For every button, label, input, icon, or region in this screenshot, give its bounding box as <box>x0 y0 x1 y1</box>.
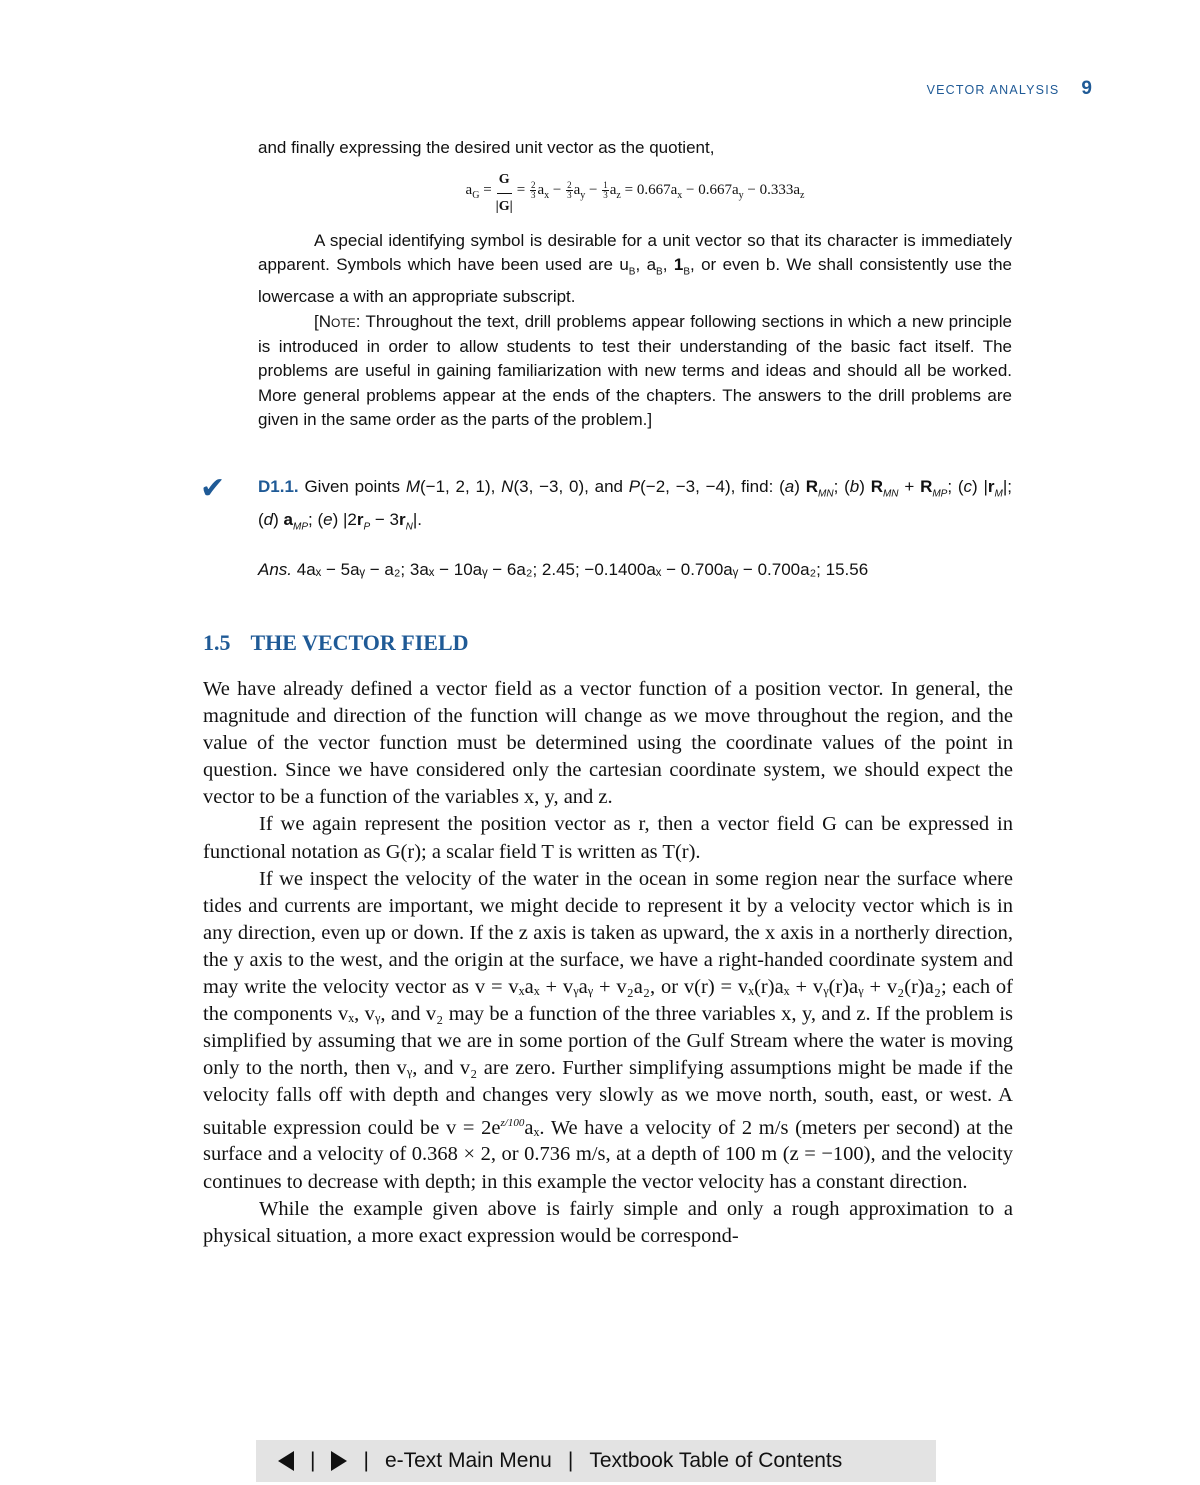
unit-vector-equation: $a_G$ = $\frac{G}{|G|}$ = $\frac{2}{3}$ $a_x$ − $\frac{2}{3}$ $a_y$ − $\frac{1}{3}$ $a_z = 0.667a_x - 0.667a_y - 0.333a_z$ <box>258 168 1012 220</box>
etext-main-menu-link[interactable]: e-Text Main Menu <box>384 1449 552 1472</box>
next-page-icon[interactable] <box>331 1451 347 1471</box>
body-paragraph-4: While the example given above is fairly simple and only a rough approximation to a physical situation, a more exact expression would be correspond- <box>203 1197 1013 1247</box>
navigation-bar <box>256 1440 936 1482</box>
drill-question: D1.1. Given points M(−1, 2, 1), N(3, −3, 0), and P(−2, −3, −4), find: (a) $R_{MN}$; (b) $R_{MN} + R_{MP}$; (c) $|r_M|$; (d) $a_{MP}$; (e) $|2r_P - 3r_N|$. <box>258 477 1013 533</box>
table-of-contents-link[interactable]: Textbook Table of Contents <box>589 1449 843 1472</box>
body-paragraph-3: If we inspect the velocity of the water in the ocean in some region near the surface where tides and currents are important, we might decide to represent it by a velocity vector which is in any direction, even up or down. If the z axis is taken as upward, the x axis in a northerly direction, the y axis to the west, and the origin at the surface, we have a right-handed coordinate system and may write the velocity vector as v = vₓaₓ + vᵧaᵧ + v₂a₂, or v(r) = vₓ(r)aₓ + vᵧ(r)aᵧ + v₂(r)a₂; each of the components vₓ, vᵧ, and v₂ may be a function of the three variables x, y, and z. If the problem is simplified by assuming that we are in some portion of the Gulf Stream where the water is moving only to the north, then vᵧ, and v₂ are zero. Further simplifying assumptions might be made if the velocity falls off with depth and changes very slowly as we move north, south, east, or west. A suitable expression could be $v = 2e^{z/100}a_x$. We have a velocity of 2 m/s (meters per second) at the surface and a velocity of 0.368 × 2, or 0.736 m/s, at a depth of 100 m (z = −100), and the velocity continues to decrease with depth; in this example the vector velocity has a constant direction. <box>203 867 1013 1193</box>
section-heading <box>203 630 469 656</box>
intro-block <box>258 136 1012 433</box>
note-paragraph: [Note: Throughout the text, drill problems appear following sections in which a new principle is introduced in order to allow students to test their understanding of the basic fact itself. The problems are useful in gaining familiarization with new terms and ideas and should all be worked. More general problems appear at the ends of the chapters. The answers to the drill problems are given in the same order as the parts of the problem.] <box>258 311 1012 430</box>
running-head-title: VECTOR ANALYSIS <box>926 83 1060 97</box>
previous-page-icon[interactable] <box>278 1451 294 1471</box>
body-paragraph-1: We have already defined a vector field as a vector function of a position vector. In general, the magnitude and direction of the function will change as we move throughout the region, and the value of the vector function must be determined using the coordinate values of the point in question. Since we have considered only the cartesian coordinate system, we should expect the vector to be a function of the variables x, y, and z. <box>203 678 1013 809</box>
checkmark-icon: ✔ <box>200 472 226 505</box>
body-paragraph-2: If we again represent the position vector as r, then a vector field G can be expressed in functional notation as G(r); a scalar field T is written as T(r). <box>203 813 1013 863</box>
section-number: 1.5 <box>203 630 231 655</box>
section-body <box>203 676 1013 1250</box>
drill-problem <box>200 474 1012 583</box>
unit-vector-symbol-paragraph: A special identifying symbol is desirable for a unit vector so that its character is immediately apparent. Symbols which have been used are $u_B$, $a_B$, $1_B$, or even b. We shall consistently use the lowercase a with an appropriate subscript. <box>258 230 1013 307</box>
nav-separator: | <box>363 1449 369 1472</box>
drill-id: D1.1. <box>258 477 299 496</box>
nav-separator: | <box>310 1449 316 1472</box>
nav-separator: | <box>567 1449 574 1472</box>
page-number: 9 <box>1081 78 1092 99</box>
running-head <box>927 78 1092 100</box>
intro-line: and finally expressing the desired unit vector as the quotient, <box>258 138 715 157</box>
section-title: THE VECTOR FIELD <box>250 630 469 655</box>
drill-answer: Ans. 4aₓ − 5aᵧ − a₂; 3aₓ − 10aᵧ − 6a₂; 2.45; −0.1400aₓ − 0.700aᵧ − 0.700a₂; 15.56 <box>258 559 869 579</box>
